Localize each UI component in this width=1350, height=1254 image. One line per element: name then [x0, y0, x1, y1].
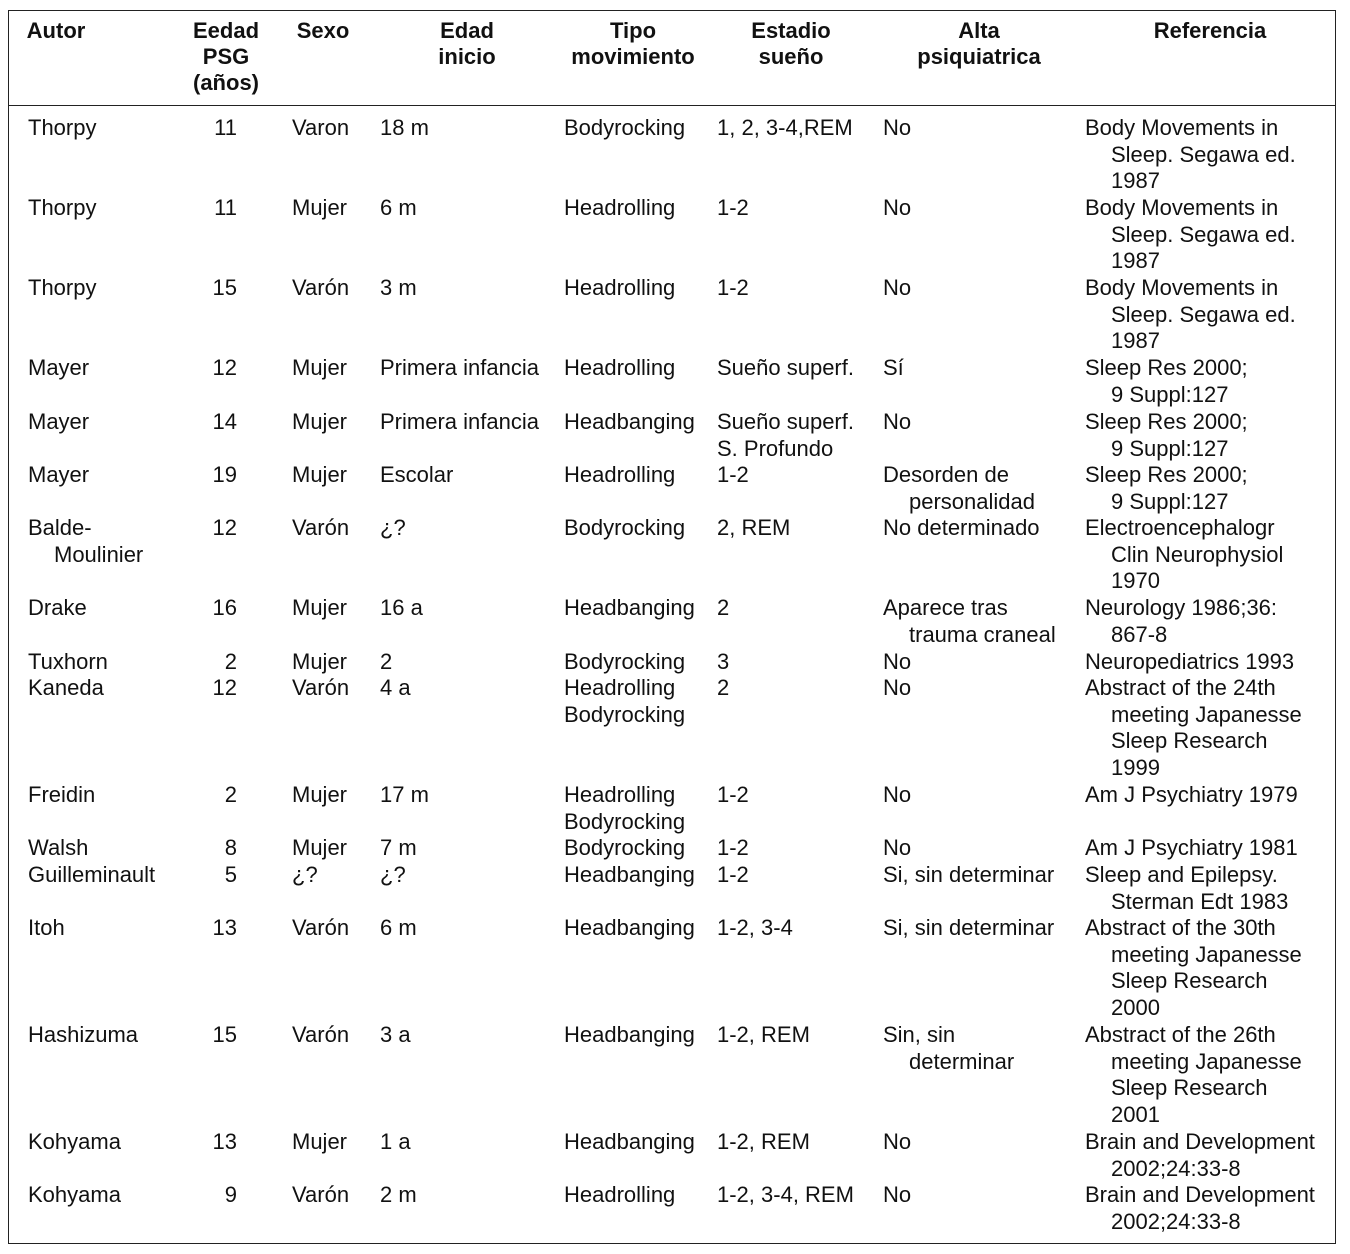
cell-line: 3	[717, 649, 730, 674]
cell-referencia	[1085, 915, 1302, 1022]
cell-sexo: Mujer	[292, 835, 348, 860]
cell-autor	[28, 835, 88, 862]
cell-edad-psg: 12	[212, 355, 237, 380]
cell-edad-psg: 12	[212, 515, 237, 540]
cell-alta-psiquiatrica	[883, 409, 911, 436]
cell-sexo: Varón	[292, 515, 350, 540]
cell-autor	[28, 1129, 121, 1156]
cell-referencia	[1085, 275, 1296, 355]
cell-line: Sleep. Segawa ed.	[1111, 301, 1296, 327]
cell-line: Am J Psychiatry 1981	[1085, 835, 1298, 860]
cell-estadio-sueno	[717, 195, 749, 222]
cell-line: determinar	[909, 1048, 1015, 1074]
cell-alta-psiquiatrica	[883, 649, 911, 676]
cell-edad-psg: 11	[214, 195, 237, 220]
cell-autor	[28, 195, 96, 222]
cell-referencia	[1085, 782, 1298, 809]
cell-line: Sterman Edt 1983	[1111, 888, 1289, 914]
column-header: Referencia	[1153, 18, 1267, 43]
cell-edad-inicio: Primera infancia	[380, 355, 539, 380]
cell-line: personalidad	[909, 488, 1035, 514]
cell-alta-psiquiatrica	[883, 275, 911, 302]
table-header	[9, 11, 1335, 106]
cell-estadio-sueno	[717, 355, 854, 382]
cell-autor	[28, 675, 104, 702]
cell-line: meeting Japanesse	[1111, 1048, 1302, 1074]
cell-line: Moulinier	[54, 541, 144, 567]
cell-referencia	[1085, 595, 1277, 648]
cell-referencia	[1085, 355, 1248, 408]
cell-line: Kohyama	[28, 1182, 121, 1207]
cell-referencia	[1085, 195, 1296, 275]
cell-alta-psiquiatrica	[883, 835, 911, 862]
cell-line: Kaneda	[28, 675, 104, 700]
cell-autor	[28, 1022, 138, 1049]
cell-tipo-movimiento	[564, 275, 675, 302]
cell-edad-psg: 13	[212, 1129, 237, 1154]
cell-line: Headbanging	[564, 595, 695, 620]
cell-referencia	[1085, 649, 1294, 676]
cell-line: Freidin	[28, 782, 96, 807]
cell-line: Neuropediatrics 1993	[1085, 649, 1295, 674]
cell-line: Electroencephalogr	[1085, 515, 1275, 540]
cell-line: Headbanging	[564, 1022, 695, 1047]
cell-line: No determinado	[883, 515, 1040, 540]
cell-line: 2	[717, 595, 730, 620]
cell-edad-psg: 15	[212, 1022, 237, 1047]
cell-sexo: Varón	[292, 675, 350, 700]
cell-sexo: Mujer	[292, 782, 348, 807]
cell-sexo: Varón	[292, 915, 350, 940]
cell-line: Brain and Development	[1085, 1182, 1315, 1207]
cell-tipo-movimiento	[564, 649, 685, 676]
cell-edad-psg: 14	[212, 409, 237, 434]
cell-tipo-movimiento	[564, 915, 695, 942]
cell-tipo-movimiento	[564, 462, 675, 489]
cell-line: 1-2, 3-4	[717, 915, 793, 940]
cell-tipo-movimiento	[564, 782, 685, 835]
cell-line: 2, REM	[717, 515, 791, 540]
cell-line: Brain and Development	[1085, 1129, 1315, 1154]
cell-line: No	[883, 1182, 912, 1207]
cell-line: 1-2, REM	[717, 1129, 810, 1154]
cell-line: Headrolling	[564, 462, 676, 487]
cell-edad-inicio: Primera infancia	[380, 409, 539, 434]
cell-alta-psiquiatrica	[883, 462, 1035, 515]
cell-tipo-movimiento	[564, 115, 685, 142]
cell-line: Desorden de	[883, 462, 1009, 487]
cell-edad-inicio: 7 m	[380, 835, 417, 860]
cell-line: Aparece tras	[883, 595, 1008, 620]
cell-line: Si, sin determinar	[883, 862, 1055, 887]
cell-line: No	[883, 275, 912, 300]
cell-estadio-sueno	[717, 1182, 854, 1209]
cell-line: Thorpy	[28, 115, 97, 140]
cell-line: Sleep Res 2000;	[1085, 355, 1248, 380]
cell-sexo: ¿?	[292, 862, 318, 887]
cell-referencia	[1085, 1022, 1302, 1129]
cell-autor	[28, 915, 65, 942]
cell-estadio-sueno	[717, 675, 729, 702]
cell-referencia	[1085, 515, 1283, 595]
cell-referencia	[1085, 675, 1302, 782]
column-header: Edad inicio	[438, 18, 496, 69]
cell-sexo: Mujer	[292, 595, 348, 620]
cell-line: 1-2, REM	[717, 1022, 810, 1047]
cell-referencia	[1085, 462, 1248, 515]
table-frame	[8, 10, 1336, 1244]
cell-autor	[28, 275, 96, 302]
cell-autor	[28, 515, 143, 568]
column-header: Sexo	[296, 18, 350, 43]
cell-line: meeting Japanesse	[1111, 941, 1302, 967]
cell-line: Abstract of the 30th	[1085, 915, 1276, 940]
cell-line: 2	[717, 675, 730, 700]
cell-sexo: Varón	[292, 275, 350, 300]
cell-alta-psiquiatrica	[883, 782, 911, 809]
cell-sexo: Varón	[292, 1022, 350, 1047]
cell-edad-psg: 19	[212, 462, 237, 487]
cell-line: Abstract of the 24th	[1085, 675, 1276, 700]
cell-edad-inicio: 2	[380, 649, 393, 674]
column-header: Estadio sueño	[751, 18, 831, 69]
cell-alta-psiquiatrica	[883, 915, 1054, 942]
cell-line: Headbanging	[564, 862, 695, 887]
cell-edad-inicio: Escolar	[380, 462, 454, 487]
cell-line: No	[883, 195, 912, 220]
cell-line: Sí	[883, 355, 904, 380]
cell-line: Si, sin determinar	[883, 915, 1055, 940]
cell-line: 1-2	[717, 782, 749, 807]
cell-line: Headrolling	[564, 275, 676, 300]
cell-line: Headrolling	[564, 1182, 676, 1207]
cell-line: Sleep and Epilepsy.	[1085, 862, 1278, 887]
cell-edad-inicio: ¿?	[380, 515, 406, 540]
column-header: Tipo movimiento	[571, 18, 695, 69]
cell-tipo-movimiento	[564, 862, 695, 889]
cell-line: No	[883, 1129, 912, 1154]
cell-line: Body Movements in	[1085, 115, 1279, 140]
cell-line: Headrolling	[564, 782, 676, 807]
cell-autor	[28, 355, 89, 382]
cell-alta-psiquiatrica	[883, 1182, 911, 1209]
cell-line: Hashizuma	[28, 1022, 139, 1047]
cell-estadio-sueno	[717, 649, 729, 676]
cell-sexo: Mujer	[292, 462, 348, 487]
cell-edad-inicio: 1 a	[380, 1129, 411, 1154]
cell-alta-psiquiatrica	[883, 355, 904, 382]
cell-autor	[28, 409, 89, 436]
cell-estadio-sueno	[717, 862, 749, 889]
cell-line: 1-2	[717, 462, 749, 487]
cell-line: Sleep Research	[1111, 968, 1268, 994]
cell-edad-inicio: ¿?	[380, 862, 406, 887]
cell-referencia	[1085, 115, 1296, 195]
cell-estadio-sueno	[717, 462, 749, 489]
cell-line: Body Movements in	[1085, 195, 1279, 220]
cell-line: Body Movements in	[1085, 275, 1279, 300]
cell-line: Headrolling	[564, 355, 676, 380]
cell-line: Bodyrocking	[564, 835, 686, 860]
cell-edad-psg: 5	[224, 862, 237, 887]
cell-line: Kohyama	[28, 1129, 121, 1154]
cell-line: 1, 2, 3-4,REM	[717, 115, 853, 140]
cell-edad-inicio: 18 m	[380, 115, 429, 140]
cell-tipo-movimiento	[564, 675, 685, 728]
column-header: Eedad PSG (años)	[192, 18, 260, 95]
cell-edad-psg: 9	[224, 1182, 237, 1207]
cell-line: No	[883, 409, 912, 434]
cell-edad-psg: 16	[212, 595, 237, 620]
cell-line: Tuxhorn	[28, 649, 108, 674]
column-header: Alta psiquiatrica	[917, 18, 1041, 69]
cell-estadio-sueno	[717, 115, 853, 142]
cell-line: Mayer	[28, 462, 90, 487]
cell-edad-psg: 15	[212, 275, 237, 300]
cell-line: No	[883, 782, 912, 807]
cell-autor	[28, 115, 96, 142]
cell-autor	[28, 862, 155, 889]
cell-line: Sleep Res 2000;	[1085, 409, 1248, 434]
cell-line: Mayer	[28, 355, 90, 380]
cell-line: Am J Psychiatry 1979	[1085, 782, 1298, 807]
cell-autor	[28, 462, 89, 489]
cell-line: No	[883, 835, 912, 860]
cell-line: No	[883, 115, 912, 140]
cell-line: 2002;24:33-8	[1111, 1155, 1241, 1181]
cell-tipo-movimiento	[564, 595, 695, 622]
cell-tipo-movimiento	[564, 1182, 675, 1209]
cell-line: Sleep. Segawa ed.	[1111, 141, 1296, 167]
cell-tipo-movimiento	[564, 1022, 695, 1049]
cell-sexo: Varón	[292, 1182, 350, 1207]
cell-line: 2000	[1111, 995, 1160, 1021]
cell-autor	[28, 1182, 121, 1209]
cell-tipo-movimiento	[564, 195, 675, 222]
cell-line: S. Profundo	[717, 435, 834, 461]
cell-autor	[28, 782, 95, 809]
cell-estadio-sueno	[717, 409, 854, 462]
cell-alta-psiquiatrica	[883, 675, 911, 702]
cell-line: 2001	[1111, 1102, 1160, 1128]
column-header: Autor	[26, 18, 86, 43]
cell-line: Mayer	[28, 409, 90, 434]
cell-line: Abstract of the 26th	[1085, 1022, 1276, 1047]
cell-line: No	[883, 649, 912, 674]
cell-edad-inicio: 16 a	[380, 595, 423, 620]
cell-alta-psiquiatrica	[883, 515, 1040, 542]
cell-referencia	[1085, 1129, 1315, 1182]
cell-line: 1-2	[717, 835, 749, 860]
cell-line: Headbanging	[564, 1129, 695, 1154]
cell-edad-inicio: 4 a	[380, 675, 411, 700]
cell-estadio-sueno	[717, 915, 793, 942]
cell-tipo-movimiento	[564, 409, 695, 436]
cell-referencia	[1085, 835, 1298, 862]
cell-line: 1987	[1111, 248, 1160, 274]
cell-edad-inicio: 3 a	[380, 1022, 411, 1047]
cell-line: Headrolling	[564, 675, 676, 700]
cell-edad-psg: 2	[224, 782, 237, 807]
cell-estadio-sueno	[717, 515, 790, 542]
cell-line: Balde-	[28, 515, 92, 540]
cell-alta-psiquiatrica	[883, 595, 1056, 648]
cell-line: 1-2	[717, 862, 749, 887]
cell-alta-psiquiatrica	[883, 115, 911, 142]
cell-line: 1987	[1111, 328, 1160, 354]
cell-line: Sleep. Segawa ed.	[1111, 221, 1296, 247]
cell-line: Bodyrocking	[564, 515, 686, 540]
cell-line: Sin, sin	[883, 1022, 956, 1047]
cell-line: 1987	[1111, 168, 1160, 194]
cell-line: Bodyrocking	[564, 649, 686, 674]
cell-tipo-movimiento	[564, 355, 675, 382]
cell-estadio-sueno	[717, 782, 749, 809]
cell-line: 1-2	[717, 275, 749, 300]
cell-sexo: Mujer	[292, 355, 348, 380]
cell-edad-inicio: 6 m	[380, 195, 417, 220]
cell-line: 2002;24:33-8	[1111, 1208, 1241, 1234]
cell-line: Walsh	[28, 835, 89, 860]
cell-line: Headbanging	[564, 915, 695, 940]
cell-referencia	[1085, 1182, 1315, 1235]
cell-line: Bodyrocking	[564, 701, 686, 727]
cell-edad-inicio: 6 m	[380, 915, 417, 940]
cell-line: Headbanging	[564, 409, 695, 434]
cell-line: Guilleminault	[28, 862, 156, 887]
cell-line: Bodyrocking	[564, 115, 686, 140]
cell-line: No	[883, 675, 912, 700]
cell-estadio-sueno	[717, 1129, 810, 1156]
cell-line: 1-2, 3-4, REM	[717, 1182, 854, 1207]
cell-edad-psg: 12	[212, 675, 237, 700]
cell-line: 1999	[1111, 755, 1160, 781]
cell-line: meeting Japanesse	[1111, 701, 1302, 727]
cell-line: Drake	[28, 595, 87, 620]
cell-line: Clin Neurophysiol	[1111, 541, 1284, 567]
cell-estadio-sueno	[717, 275, 749, 302]
cell-edad-inicio: 2 m	[380, 1182, 417, 1207]
cell-edad-inicio: 3 m	[380, 275, 417, 300]
cell-edad-psg: 8	[224, 835, 237, 860]
cell-sexo: Mujer	[292, 649, 348, 674]
cell-estadio-sueno	[717, 835, 749, 862]
cell-sexo: Mujer	[292, 409, 348, 434]
cell-line: Thorpy	[28, 275, 97, 300]
cell-line: trauma craneal	[909, 621, 1056, 647]
cell-line: 9 Suppl:127	[1111, 488, 1229, 514]
cell-line: Sleep Research	[1111, 728, 1268, 754]
cell-edad-psg: 2	[224, 649, 237, 674]
cell-sexo: Mujer	[292, 195, 348, 220]
cell-line: Itoh	[28, 915, 65, 940]
cell-line: Neurology 1986;36:	[1085, 595, 1278, 620]
cell-alta-psiquiatrica	[883, 1022, 1014, 1075]
cell-line: Headrolling	[564, 195, 676, 220]
cell-autor	[28, 595, 87, 622]
cell-estadio-sueno	[717, 595, 729, 622]
cell-alta-psiquiatrica	[883, 195, 911, 222]
cell-edad-psg: 11	[214, 115, 237, 140]
cell-line: Sueño superf.	[717, 409, 854, 434]
cell-line: Sueño superf.	[717, 355, 854, 380]
cell-sexo: Varon	[292, 115, 350, 140]
cell-line: 1970	[1111, 568, 1160, 594]
cell-line: 9 Suppl:127	[1111, 435, 1229, 461]
cell-line: 1-2	[717, 195, 749, 220]
cell-estadio-sueno	[717, 1022, 810, 1049]
cell-referencia	[1085, 862, 1288, 915]
cell-sexo: Mujer	[292, 1129, 348, 1154]
cell-tipo-movimiento	[564, 515, 685, 542]
cell-tipo-movimiento	[564, 1129, 695, 1156]
cell-alta-psiquiatrica	[883, 862, 1054, 889]
cell-tipo-movimiento	[564, 835, 685, 862]
cell-line: Thorpy	[28, 195, 97, 220]
cell-edad-inicio: 17 m	[380, 782, 429, 807]
cell-line: Sleep Res 2000;	[1085, 462, 1248, 487]
cell-edad-psg: 13	[212, 915, 237, 940]
cell-line: 9 Suppl:127	[1111, 381, 1229, 407]
cell-line: Bodyrocking	[564, 808, 686, 834]
cell-alta-psiquiatrica	[883, 1129, 911, 1156]
cell-line: Sleep Research	[1111, 1075, 1268, 1101]
cell-autor	[28, 649, 108, 676]
cell-line: 867-8	[1111, 621, 1168, 647]
cell-referencia	[1085, 409, 1248, 462]
